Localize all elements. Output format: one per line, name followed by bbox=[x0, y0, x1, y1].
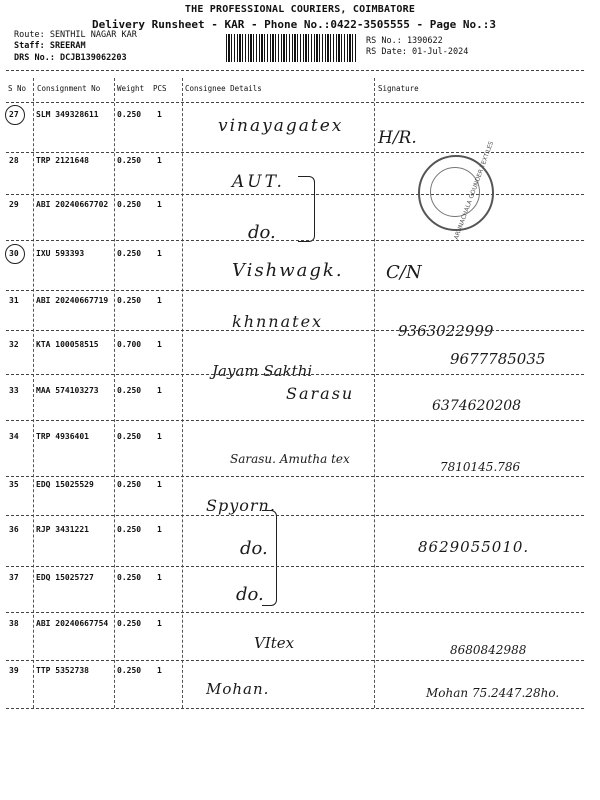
row-weight: 0.250 bbox=[117, 200, 142, 209]
row-sno: 33 bbox=[9, 386, 19, 395]
row-sno: 37 bbox=[9, 573, 19, 582]
stamp-text: ARUNACHALA GOUNDER TEXTILES bbox=[452, 140, 496, 241]
row-divider bbox=[6, 420, 584, 421]
row-divider bbox=[6, 240, 584, 241]
row-weight: 0.250 bbox=[117, 386, 142, 395]
signature-handwriting: 9677785035 bbox=[450, 350, 546, 368]
row-pcs: 1 bbox=[157, 573, 162, 582]
row-divider bbox=[6, 660, 584, 661]
rs-number: RS No.: 1390622 bbox=[366, 36, 443, 46]
row-sno: 27 bbox=[9, 110, 19, 119]
consignee-handwriting: AUT. bbox=[232, 172, 285, 192]
row-consignment: RJP 3431221 bbox=[36, 525, 89, 534]
consignee-handwriting: Sarasu bbox=[286, 384, 355, 403]
runsheet-title: Delivery Runsheet - KAR - Phone No.:0422-3505555 - Page No.:3 bbox=[92, 18, 496, 31]
staff-label: Staff: SREERAM bbox=[14, 41, 86, 51]
row-consignment: TTP 5352738 bbox=[36, 666, 89, 675]
row-sno: 32 bbox=[9, 340, 19, 349]
row-consignment: TRP 4936401 bbox=[36, 432, 89, 441]
row-pcs: 1 bbox=[157, 200, 162, 209]
row-divider bbox=[6, 330, 584, 331]
header-divider bbox=[6, 102, 584, 103]
company-title: THE PROFESSIONAL COURIERS, COIMBATORE bbox=[184, 4, 416, 15]
row-divider bbox=[6, 290, 584, 291]
row-sno: 38 bbox=[9, 619, 19, 628]
row-divider bbox=[6, 476, 584, 477]
row-divider bbox=[6, 152, 584, 153]
barcode bbox=[226, 34, 358, 62]
row-sno: 36 bbox=[9, 525, 19, 534]
row-pcs: 1 bbox=[157, 480, 162, 489]
rs-date: RS Date: 01-Jul-2024 bbox=[366, 47, 469, 57]
consignee-handwriting: Spyorn. bbox=[206, 496, 276, 515]
row-sno: 28 bbox=[9, 156, 19, 165]
consignee-handwriting: do. bbox=[248, 222, 276, 243]
signature-handwriting: C/N bbox=[386, 262, 422, 283]
row-consignment: SLM 349328611 bbox=[36, 110, 99, 119]
row-consignment: KTA 100058515 bbox=[36, 340, 99, 349]
row-weight: 0.250 bbox=[117, 296, 142, 305]
row-pcs: 1 bbox=[157, 525, 162, 534]
row-consignment: ABI 20240667702 bbox=[36, 200, 109, 209]
row-consignment: IXU 593393 bbox=[36, 249, 85, 258]
row-sno: 31 bbox=[9, 296, 19, 305]
consignee-handwriting: Mohan. bbox=[206, 680, 270, 698]
column-divider bbox=[374, 78, 375, 708]
row-pcs: 1 bbox=[157, 296, 162, 305]
row-sno: 29 bbox=[9, 200, 19, 209]
row-pcs: 1 bbox=[157, 340, 162, 349]
row-pcs: 1 bbox=[157, 156, 162, 165]
col-header-consignee: Consignee Details bbox=[185, 84, 262, 93]
row-consignment: MAA 574103273 bbox=[36, 386, 99, 395]
row-consignment: ABI 20240667719 bbox=[36, 296, 109, 305]
table-bottom-border bbox=[6, 708, 584, 709]
consignee-handwriting: vinayagatex bbox=[218, 116, 344, 136]
consignee-handwriting: khnnatex bbox=[232, 312, 324, 331]
row-weight: 0.250 bbox=[117, 480, 142, 489]
row-weight: 0.250 bbox=[117, 666, 142, 675]
col-header-pcs: PCS bbox=[153, 84, 167, 93]
col-header-weight: Weight bbox=[117, 84, 145, 93]
consignee-handwriting: Vishwagk. bbox=[232, 260, 344, 281]
row-divider bbox=[6, 515, 584, 516]
row-weight: 0.250 bbox=[117, 573, 142, 582]
row-weight: 0.250 bbox=[117, 525, 142, 534]
row-divider bbox=[6, 566, 584, 567]
row-divider bbox=[6, 612, 584, 613]
col-header-signature: Signature bbox=[378, 84, 419, 93]
consignee-handwriting: do. bbox=[240, 538, 268, 559]
row-pcs: 1 bbox=[157, 110, 162, 119]
row-sno: 35 bbox=[9, 480, 19, 489]
ditto-bracket bbox=[298, 176, 315, 242]
row-weight: 0.250 bbox=[117, 156, 142, 165]
column-divider bbox=[33, 78, 34, 708]
row-consignment: EDQ 15025727 bbox=[36, 573, 94, 582]
signature-handwriting: Mohan 75.2447.28ho. bbox=[426, 686, 560, 700]
row-consignment: EDQ 15025529 bbox=[36, 480, 94, 489]
row-pcs: 1 bbox=[157, 249, 162, 258]
row-consignment: TRP 2121648 bbox=[36, 156, 89, 165]
table-top-border bbox=[6, 70, 584, 71]
row-weight: 0.250 bbox=[117, 432, 142, 441]
row-divider bbox=[6, 194, 584, 195]
company-stamp bbox=[418, 140, 496, 241]
row-weight: 0.700 bbox=[117, 340, 142, 349]
column-divider bbox=[182, 78, 183, 708]
consignee-handwriting: Sarasu. Amutha tex bbox=[230, 452, 350, 466]
drs-number: DRS No.: DCJB139062203 bbox=[14, 53, 127, 63]
row-sno: 39 bbox=[9, 666, 19, 675]
row-pcs: 1 bbox=[157, 666, 162, 675]
consignee-handwriting: VItex bbox=[254, 634, 295, 652]
row-sno: 30 bbox=[9, 249, 19, 258]
consignee-handwriting: Jayam Sakthi bbox=[212, 362, 313, 380]
ditto-bracket bbox=[262, 510, 277, 606]
row-weight: 0.250 bbox=[117, 619, 142, 628]
signature-handwriting: 8629055010. bbox=[418, 538, 530, 556]
row-consignment: ABI 20240667754 bbox=[36, 619, 109, 628]
signature-handwriting: H/R. bbox=[378, 128, 417, 148]
signature-handwriting: 8680842988 bbox=[450, 643, 527, 657]
signature-handwriting: 6374620208 bbox=[432, 398, 522, 414]
row-pcs: 1 bbox=[157, 386, 162, 395]
signature-handwriting: 7810145.786 bbox=[440, 460, 521, 474]
row-sno: 34 bbox=[9, 432, 19, 441]
row-divider bbox=[6, 374, 584, 375]
col-header-sno: S No bbox=[8, 84, 27, 93]
signature-handwriting: 9363022999 bbox=[398, 322, 494, 340]
column-divider bbox=[114, 78, 115, 708]
row-pcs: 1 bbox=[157, 432, 162, 441]
route-label: Route: SENTHIL NAGAR KAR bbox=[14, 30, 137, 40]
row-weight: 0.250 bbox=[117, 249, 142, 258]
row-pcs: 1 bbox=[157, 619, 162, 628]
row-weight: 0.250 bbox=[117, 110, 142, 119]
col-header-consignment: Consignment No bbox=[37, 84, 101, 93]
consignee-handwriting: do. bbox=[236, 584, 264, 605]
